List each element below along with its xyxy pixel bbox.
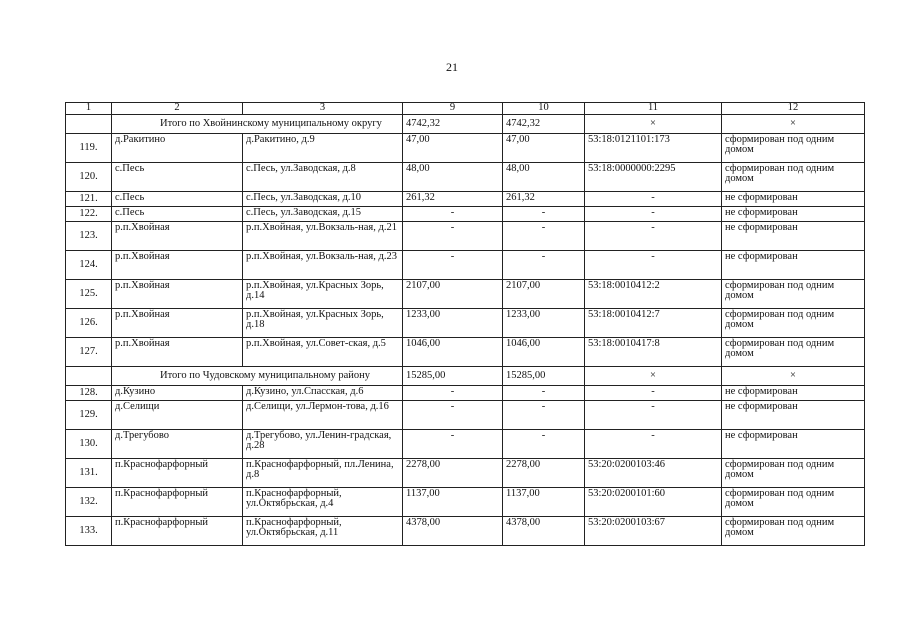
column-header: 11 bbox=[585, 103, 722, 115]
area-cell: 4378,00 bbox=[403, 516, 503, 545]
settlement-cell: д.Селищи bbox=[112, 400, 243, 429]
subtotal-label: Итого по Чудовскому муниципальному району bbox=[112, 366, 403, 385]
table-row bbox=[66, 458, 865, 487]
land-status-cell: сформирован под одним домом bbox=[722, 487, 865, 516]
cadastral-number-cell: - bbox=[585, 221, 722, 250]
cadastral-number-cell: 53:18:0010417:8 bbox=[585, 337, 722, 366]
row-number: 129. bbox=[66, 400, 112, 429]
table-row bbox=[66, 516, 865, 545]
address-cell: р.п.Хвойная, ул.Вокзаль-ная, д.23 bbox=[243, 250, 403, 279]
area-cell: - bbox=[403, 221, 503, 250]
settlement-cell: д.Трегубово bbox=[112, 429, 243, 458]
empty-cell bbox=[66, 114, 112, 133]
table-row bbox=[66, 221, 865, 250]
land-status-cell: сформирован под одним домом bbox=[722, 458, 865, 487]
settlement-cell: п.Краснофарфорный bbox=[112, 487, 243, 516]
area-total-2: 15285,00 bbox=[503, 366, 585, 385]
area-cell-2: 1046,00 bbox=[503, 337, 585, 366]
row-number: 124. bbox=[66, 250, 112, 279]
area-cell: 261,32 bbox=[403, 191, 503, 206]
land-status-cell: не сформирован bbox=[722, 385, 865, 400]
column-header: 3 bbox=[243, 103, 403, 115]
area-cell: - bbox=[403, 429, 503, 458]
area-total: 15285,00 bbox=[403, 366, 503, 385]
column-header-row bbox=[66, 103, 865, 115]
area-cell: 48,00 bbox=[403, 162, 503, 191]
land-status-cell: не сформирован bbox=[722, 221, 865, 250]
subtotal-row bbox=[66, 366, 865, 385]
column-header: 2 bbox=[112, 103, 243, 115]
area-cell: - bbox=[403, 400, 503, 429]
area-cell-2: - bbox=[503, 206, 585, 221]
cross-mark: × bbox=[585, 114, 722, 133]
column-header: 10 bbox=[503, 103, 585, 115]
row-number: 121. bbox=[66, 191, 112, 206]
area-cell-2: 261,32 bbox=[503, 191, 585, 206]
area-cell: - bbox=[403, 206, 503, 221]
table-row bbox=[66, 250, 865, 279]
area-cell-2: 1137,00 bbox=[503, 487, 585, 516]
row-number: 132. bbox=[66, 487, 112, 516]
row-number: 130. bbox=[66, 429, 112, 458]
column-header: 1 bbox=[66, 103, 112, 115]
page-number: 21 bbox=[446, 60, 458, 74]
cross-mark: × bbox=[585, 366, 722, 385]
table-row bbox=[66, 162, 865, 191]
cadastral-number-cell: - bbox=[585, 191, 722, 206]
subtotal-row bbox=[66, 114, 865, 133]
cadastral-number-cell: - bbox=[585, 250, 722, 279]
settlement-cell: р.п.Хвойная bbox=[112, 308, 243, 337]
area-cell: 1233,00 bbox=[403, 308, 503, 337]
row-number: 128. bbox=[66, 385, 112, 400]
address-cell: д.Ракитино, д.9 bbox=[243, 133, 403, 162]
table-row bbox=[66, 308, 865, 337]
land-status-cell: не сформирован bbox=[722, 191, 865, 206]
table-body bbox=[66, 103, 865, 546]
area-cell-2: - bbox=[503, 429, 585, 458]
cadastral-number-cell: 53:20:0200103:46 bbox=[585, 458, 722, 487]
area-cell-2: 2107,00 bbox=[503, 279, 585, 308]
area-cell: 1046,00 bbox=[403, 337, 503, 366]
area-cell-2: - bbox=[503, 400, 585, 429]
address-cell: д.Селищи, ул.Лермон-това, д.16 bbox=[243, 400, 403, 429]
area-cell-2: 1233,00 bbox=[503, 308, 585, 337]
area-cell: - bbox=[403, 385, 503, 400]
area-cell: 1137,00 bbox=[403, 487, 503, 516]
area-cell-2: - bbox=[503, 221, 585, 250]
cadastral-number-cell: - bbox=[585, 385, 722, 400]
address-cell: д.Трегубово, ул.Ленин-градская, д.28 bbox=[243, 429, 403, 458]
cadastral-number-cell: 53:20:0200101:60 bbox=[585, 487, 722, 516]
cadastral-number-cell: - bbox=[585, 206, 722, 221]
cadastral-number-cell: 53:20:0200103:67 bbox=[585, 516, 722, 545]
table-row bbox=[66, 191, 865, 206]
address-cell: р.п.Хвойная, ул.Красных Зорь, д.18 bbox=[243, 308, 403, 337]
settlement-cell: с.Песь bbox=[112, 162, 243, 191]
cross-mark: × bbox=[722, 114, 865, 133]
row-number: 131. bbox=[66, 458, 112, 487]
area-cell-2: - bbox=[503, 385, 585, 400]
area-cell: - bbox=[403, 250, 503, 279]
table-row bbox=[66, 487, 865, 516]
row-number: 126. bbox=[66, 308, 112, 337]
settlement-cell: с.Песь bbox=[112, 206, 243, 221]
area-cell-2: 4378,00 bbox=[503, 516, 585, 545]
area-total-2: 4742,32 bbox=[503, 114, 585, 133]
cadastral-number-cell: 53:18:0121101:173 bbox=[585, 133, 722, 162]
table-row bbox=[66, 279, 865, 308]
settlement-cell: п.Краснофарфорный bbox=[112, 458, 243, 487]
table-row bbox=[66, 400, 865, 429]
cadastral-number-cell: 53:18:0010412:2 bbox=[585, 279, 722, 308]
subtotal-label: Итого по Хвойнинскому муниципальному округу bbox=[112, 114, 403, 133]
address-cell: д.Кузино, ул.Спасская, д.6 bbox=[243, 385, 403, 400]
row-number: 120. bbox=[66, 162, 112, 191]
address-cell: с.Песь, ул.Заводская, д.15 bbox=[243, 206, 403, 221]
land-status-cell: не сформирован bbox=[722, 429, 865, 458]
land-status-cell: не сформирован bbox=[722, 400, 865, 429]
area-cell-2: - bbox=[503, 250, 585, 279]
area-cell-2: 47,00 bbox=[503, 133, 585, 162]
settlement-cell: р.п.Хвойная bbox=[112, 279, 243, 308]
table-row bbox=[66, 133, 865, 162]
row-number: 127. bbox=[66, 337, 112, 366]
settlement-cell: р.п.Хвойная bbox=[112, 337, 243, 366]
area-cell: 2107,00 bbox=[403, 279, 503, 308]
land-status-cell: сформирован под одним домом bbox=[722, 516, 865, 545]
empty-cell bbox=[66, 366, 112, 385]
area-cell-2: 2278,00 bbox=[503, 458, 585, 487]
settlement-cell: р.п.Хвойная bbox=[112, 221, 243, 250]
cadastral-number-cell: 53:18:0000000:2295 bbox=[585, 162, 722, 191]
table-row bbox=[66, 337, 865, 366]
address-cell: п.Краснофарфорный, пл.Ленина, д.8 bbox=[243, 458, 403, 487]
table-row bbox=[66, 385, 865, 400]
area-cell: 47,00 bbox=[403, 133, 503, 162]
cadastral-number-cell: - bbox=[585, 429, 722, 458]
land-status-cell: не сформирован bbox=[722, 206, 865, 221]
land-status-cell: сформирован под одним домом bbox=[722, 279, 865, 308]
settlement-cell: с.Песь bbox=[112, 191, 243, 206]
column-header: 9 bbox=[403, 103, 503, 115]
table-row bbox=[66, 429, 865, 458]
settlement-cell: п.Краснофарфорный bbox=[112, 516, 243, 545]
address-cell: р.п.Хвойная, ул.Красных Зорь, д.14 bbox=[243, 279, 403, 308]
land-status-cell: не сформирован bbox=[722, 250, 865, 279]
address-cell: с.Песь, ул.Заводская, д.8 bbox=[243, 162, 403, 191]
table-row bbox=[66, 206, 865, 221]
land-status-cell: сформирован под одним домом bbox=[722, 337, 865, 366]
land-status-cell: сформирован под одним домом bbox=[722, 308, 865, 337]
row-number: 125. bbox=[66, 279, 112, 308]
land-status-cell: сформирован под одним домом bbox=[722, 162, 865, 191]
area-cell-2: 48,00 bbox=[503, 162, 585, 191]
row-number: 119. bbox=[66, 133, 112, 162]
address-cell: р.п.Хвойная, ул.Совет-ская, д.5 bbox=[243, 337, 403, 366]
row-number: 123. bbox=[66, 221, 112, 250]
cadastral-number-cell: - bbox=[585, 400, 722, 429]
row-number: 122. bbox=[66, 206, 112, 221]
land-status-cell: сформирован под одним домом bbox=[722, 133, 865, 162]
cross-mark: × bbox=[722, 366, 865, 385]
address-cell: п.Краснофарфорный, ул.Октябрьская, д.4 bbox=[243, 487, 403, 516]
address-cell: п.Краснофарфорный, ул.Октябрьская, д.11 bbox=[243, 516, 403, 545]
column-header: 12 bbox=[722, 103, 865, 115]
address-cell: р.п.Хвойная, ул.Вокзаль-ная, д.21 bbox=[243, 221, 403, 250]
settlement-cell: р.п.Хвойная bbox=[112, 250, 243, 279]
area-cell: 2278,00 bbox=[403, 458, 503, 487]
settlement-cell: д.Кузино bbox=[112, 385, 243, 400]
address-cell: с.Песь, ул.Заводская, д.10 bbox=[243, 191, 403, 206]
row-number: 133. bbox=[66, 516, 112, 545]
area-total: 4742,32 bbox=[403, 114, 503, 133]
cadastral-number-cell: 53:18:0010412:7 bbox=[585, 308, 722, 337]
settlement-cell: д.Ракитино bbox=[112, 133, 243, 162]
register-table bbox=[65, 102, 865, 546]
